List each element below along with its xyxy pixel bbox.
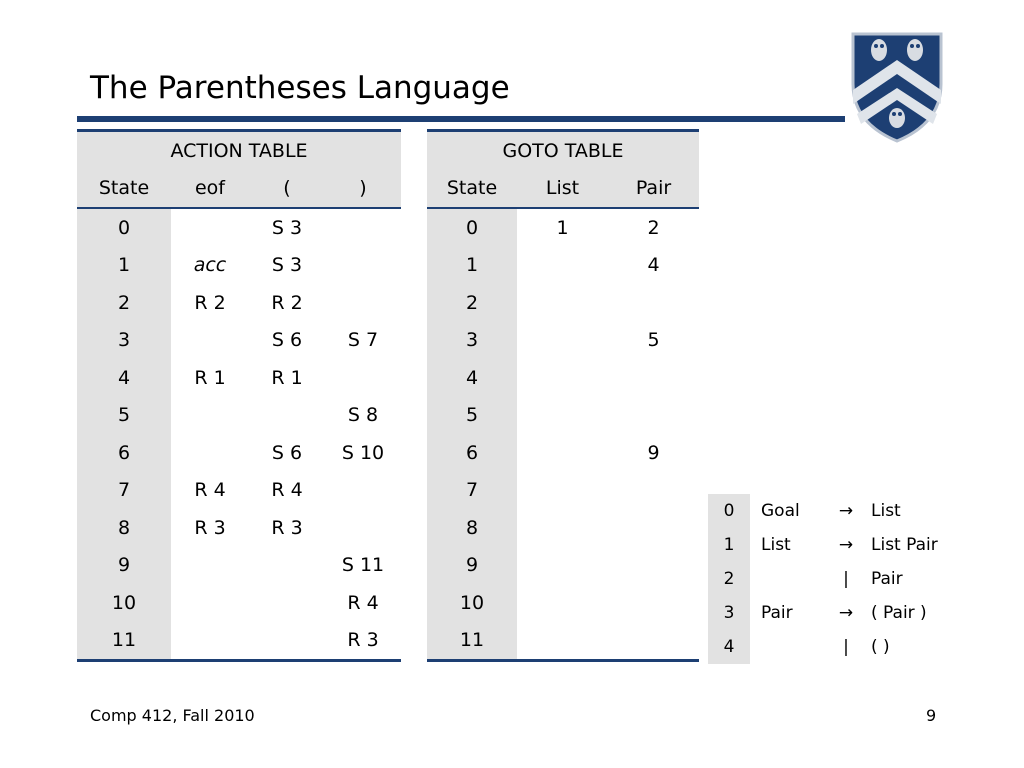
action-cell: S 11 — [341, 554, 385, 577]
table-row — [427, 584, 699, 622]
grammar-rule — [708, 596, 971, 630]
table-row — [427, 397, 699, 435]
state-cell: 2 — [77, 284, 171, 322]
goto-cell — [517, 472, 608, 510]
state-cell: 7 — [427, 472, 517, 510]
action-cell: S 3 — [271, 216, 303, 239]
goto-cell — [608, 472, 699, 510]
rule-lhs — [750, 630, 825, 664]
action-cell — [325, 247, 401, 285]
state-cell: 8 — [77, 509, 171, 547]
state-cell: 0 — [427, 208, 517, 247]
table-row — [427, 247, 699, 285]
arrow-icon: → — [838, 603, 854, 623]
action-cell — [171, 547, 249, 585]
state-cell: 7 — [77, 472, 171, 510]
grammar-rule — [708, 494, 971, 528]
action-cell: S 6 — [271, 441, 303, 464]
grammar-rule — [708, 562, 971, 596]
action-cell — [171, 322, 249, 360]
action-col-eof: eof — [171, 170, 249, 209]
state-cell: 6 — [77, 434, 171, 472]
state-cell: 2 — [427, 284, 517, 322]
state-cell: 1 — [427, 247, 517, 285]
rule-rhs: List — [871, 501, 901, 521]
slide-title: The Parentheses Language — [90, 70, 510, 106]
goto-cell — [608, 622, 699, 661]
goto-cell — [517, 622, 608, 661]
title-divider — [77, 116, 845, 122]
table-row — [77, 622, 401, 661]
state-cell: 11 — [77, 622, 171, 661]
goto-cell — [608, 397, 699, 435]
state-cell: 10 — [427, 584, 517, 622]
rule-number: 2 — [708, 562, 750, 596]
action-cell — [171, 434, 249, 472]
action-cell: R 3 — [325, 622, 401, 661]
footer-course: Comp 412, Fall 2010 — [90, 706, 255, 725]
table-row — [427, 284, 699, 322]
table-row — [427, 322, 699, 360]
alternative-bar: | — [843, 637, 849, 657]
rule-rhs: ( Pair ) — [871, 603, 927, 623]
action-cell — [249, 397, 325, 435]
action-cell — [171, 208, 249, 247]
state-cell: 4 — [77, 359, 171, 397]
goto-cell: 5 — [647, 329, 660, 352]
table-row — [77, 359, 401, 397]
table-row — [77, 247, 401, 285]
goto-cell: 2 — [647, 216, 660, 239]
action-cell: R 4 — [271, 479, 303, 502]
action-col-state: State — [77, 170, 171, 209]
goto-cell — [608, 584, 699, 622]
table-row — [427, 472, 699, 510]
action-col-close-paren: ) — [325, 170, 401, 209]
action-cell — [325, 509, 401, 547]
goto-cell — [517, 584, 608, 622]
table-row — [77, 322, 401, 360]
table-row — [427, 547, 699, 585]
table-row — [77, 434, 401, 472]
action-cell — [171, 622, 249, 661]
goto-cell: 9 — [647, 441, 660, 464]
rule-lhs: Pair — [761, 603, 793, 623]
action-table-title: ACTION TABLE — [77, 131, 401, 170]
goto-cell — [517, 359, 608, 397]
action-cell: R 3 — [271, 516, 303, 539]
goto-cell — [608, 547, 699, 585]
action-cell — [171, 397, 249, 435]
goto-col-list: List — [517, 170, 608, 209]
table-row — [77, 397, 401, 435]
table-row — [77, 547, 401, 585]
goto-table — [427, 129, 699, 662]
goto-cell — [608, 359, 699, 397]
goto-cell — [517, 322, 608, 360]
state-cell: 5 — [427, 397, 517, 435]
goto-cell — [517, 547, 608, 585]
action-cell: R 4 — [347, 591, 379, 614]
table-row — [427, 359, 699, 397]
table-row — [77, 208, 401, 247]
goto-cell — [517, 434, 608, 472]
table-row — [77, 584, 401, 622]
rule-lhs: List — [761, 535, 791, 555]
state-cell: 3 — [77, 322, 171, 360]
state-cell: 9 — [77, 547, 171, 585]
action-cell: S 10 — [341, 441, 385, 464]
action-cell: R 1 — [194, 366, 226, 389]
goto-cell — [517, 247, 608, 285]
action-cell: S 8 — [347, 404, 379, 427]
action-cell — [249, 584, 325, 622]
grammar-rule — [708, 528, 971, 562]
goto-table-title: GOTO TABLE — [427, 131, 699, 170]
state-cell: 9 — [427, 547, 517, 585]
rule-number: 1 — [708, 528, 750, 562]
goto-cell — [517, 284, 608, 322]
goto-cell: 4 — [647, 254, 660, 277]
arrow-icon: → — [838, 535, 854, 555]
page-number: 9 — [926, 706, 937, 725]
action-cell: R 1 — [271, 366, 303, 389]
action-cell: R 4 — [194, 479, 226, 502]
action-cell — [249, 622, 325, 661]
action-cell: S 7 — [347, 329, 379, 352]
action-cell — [249, 547, 325, 585]
rule-lhs: Goal — [761, 501, 800, 521]
goto-col-pair: Pair — [608, 170, 699, 209]
action-table — [77, 129, 401, 662]
table-row — [77, 284, 401, 322]
state-cell: 8 — [427, 509, 517, 547]
table-row — [427, 509, 699, 547]
grammar-rule — [708, 630, 971, 664]
rule-rhs: ( ) — [871, 637, 890, 657]
rice-university-shield-icon — [849, 30, 945, 144]
state-cell: 0 — [77, 208, 171, 247]
table-row — [427, 434, 699, 472]
action-cell — [325, 284, 401, 322]
goto-cell — [517, 397, 608, 435]
rule-rhs: List Pair — [871, 535, 938, 555]
state-cell: 10 — [77, 584, 171, 622]
alternative-bar: | — [843, 569, 849, 589]
action-cell: S 6 — [271, 329, 303, 352]
action-cell — [325, 359, 401, 397]
goto-cell: 1 — [556, 216, 569, 239]
grammar-table — [708, 494, 971, 664]
goto-cell — [608, 509, 699, 547]
table-row — [77, 509, 401, 547]
action-cell: acc — [193, 254, 227, 277]
action-cell — [325, 208, 401, 247]
rule-lhs — [750, 562, 825, 596]
rule-number: 4 — [708, 630, 750, 664]
table-row — [77, 472, 401, 510]
action-cell — [171, 584, 249, 622]
rule-number: 3 — [708, 596, 750, 630]
state-cell: 4 — [427, 359, 517, 397]
state-cell: 1 — [77, 247, 171, 285]
action-cell: R 2 — [194, 291, 226, 314]
state-cell: 6 — [427, 434, 517, 472]
arrow-icon: → — [838, 501, 854, 521]
action-col-open-paren: ( — [249, 170, 325, 209]
state-cell: 5 — [77, 397, 171, 435]
rule-number: 0 — [708, 494, 750, 528]
goto-cell — [608, 284, 699, 322]
table-row — [427, 622, 699, 661]
rule-rhs: Pair — [871, 569, 903, 589]
action-cell — [325, 472, 401, 510]
action-cell: S 3 — [271, 254, 303, 277]
table-row — [427, 208, 699, 247]
action-cell: R 2 — [271, 291, 303, 314]
action-cell: R 3 — [194, 516, 226, 539]
state-cell: 3 — [427, 322, 517, 360]
goto-cell — [517, 509, 608, 547]
goto-col-state: State — [427, 170, 517, 209]
state-cell: 11 — [427, 622, 517, 661]
